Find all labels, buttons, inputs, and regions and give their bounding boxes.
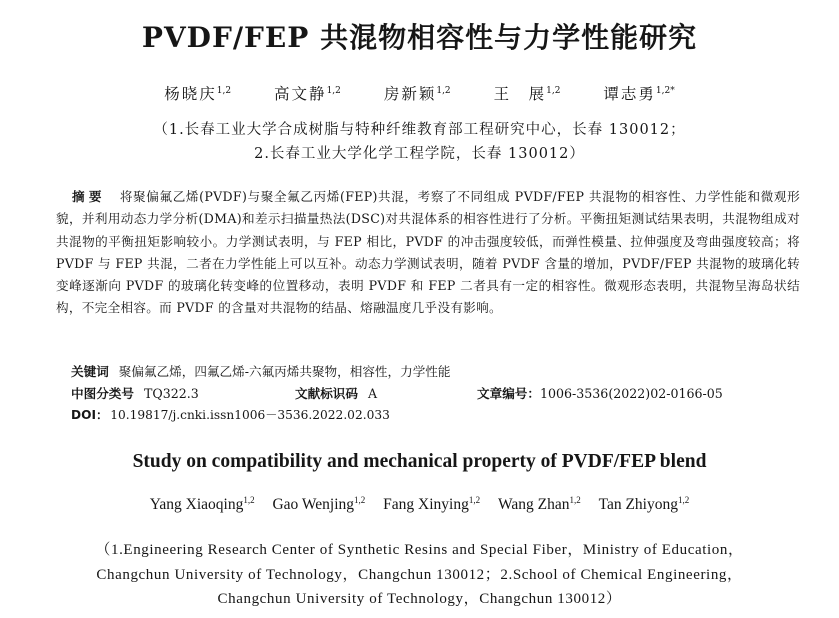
clc-value: TQ322.3 <box>143 386 199 401</box>
keywords-line <box>71 362 450 382</box>
author-affiliation-mark: 1,2 <box>326 86 341 96</box>
document-code-value: A <box>367 386 378 401</box>
affiliation-line: （1.Engineering Research Center of Synthetic Resins and Special Fiber，Ministry of Education， <box>95 542 744 558</box>
author-affiliation-mark: 1,2 <box>678 495 690 505</box>
author <box>384 85 451 103</box>
affiliation-line: Changchun University of Technology，Changchun 130012；2.School of Chemical Engineering， <box>96 566 743 583</box>
author-affiliation-mark: 1,2 <box>243 495 255 505</box>
author-affiliation-mark: 1,2* <box>655 86 675 96</box>
author <box>272 496 365 513</box>
author-name: 谭志勇 <box>603 85 656 103</box>
author-name: Gao Wenjing <box>272 496 355 513</box>
english-affiliations <box>0 538 839 612</box>
affiliation-line: 2.长春工业大学化学工程学院，长春 130012） <box>254 146 585 162</box>
english-title: Study on compatibility and mechanical property of PVDF/FEP blend <box>132 451 707 472</box>
author <box>164 85 231 103</box>
affiliation-line: Changchun University of Technology，Changchun 130012） <box>217 591 622 607</box>
author-name: Wang Zhan <box>497 496 570 513</box>
keywords-text: 聚偏氟乙烯，四氟乙烯-六氟丙烯共聚物，相容性，力学性能 <box>118 364 451 379</box>
author-affiliation-mark: 1,2 <box>436 86 451 96</box>
doi-value: 10.19817/j.cnki.issn1006－3536.2022.02.033 <box>110 408 390 422</box>
author-affiliation-mark: 1,2 <box>216 86 232 96</box>
author-name: Yang Xiaoqing <box>149 496 244 513</box>
author <box>498 496 581 513</box>
author-affiliation-mark: 1,2 <box>468 495 481 505</box>
abstract-text: 将聚偏氟乙烯(PVDF)与聚全氟乙丙烯(FEP)共混，考察了不同组成 PVDF/FEP 共混物的相容性、力学性能和微观形貌，并利用动态力学分析(DMA)和差示扫描量热法(DSC)对共混体系的相容性进行了分析。平衡扭矩测试结果表明，共混物组成对共混物的平衡扭矩影响较小。力学测试表明，与 FEP 相比，PVDF 的冲击强度较低，而弹性模量、拉伸强度及弯曲强度较高；将 PVDF 与 FEP 共混，二者在力学性能上可以互补。动态力学测试表明，随着 PVDF 含量的增加，PVDF/FEP 共混物的玻璃化转变峰逐渐向 PVDF 的玻璃化转变峰的位置移动，表明 PVDF 和 FEP 二者具有一定的相容性。微观形态表明，共混物呈海岛状结构，不完全相容。而 PVDF 的含量对共混物的结晶、熔融温度几乎没有影响。 <box>56 189 801 316</box>
document-code-label: 文献标识码 <box>295 386 358 401</box>
author-name: 高文静 <box>274 85 327 103</box>
author <box>274 85 341 103</box>
author-affiliation-mark: 1,2 <box>546 86 561 96</box>
author <box>603 85 674 103</box>
article-number-value: 1006-3536(2022)02-0166-05 <box>539 386 723 401</box>
clc-label: 中图分类号 <box>71 386 134 401</box>
chinese-affiliations <box>0 118 839 166</box>
author-affiliation-mark: 1,2 <box>354 495 366 505</box>
english-author-list <box>0 489 839 516</box>
author-name: 房新颖 <box>383 85 437 103</box>
keywords-label: 关键词 <box>71 364 109 379</box>
author-affiliation-mark: 1,2 <box>569 495 581 505</box>
author-name: Fang Xinying <box>383 496 469 513</box>
author-name: 王 展 <box>493 85 547 103</box>
author <box>494 85 561 103</box>
author <box>599 496 690 513</box>
chinese-abstract <box>56 186 800 320</box>
chinese-author-list <box>0 80 839 105</box>
author-name: 杨晓庆 <box>164 85 217 103</box>
author <box>383 496 480 513</box>
chinese-title: PVDF/FEP 共混物相容性与力学性能研究 <box>141 21 698 54</box>
doi-line <box>71 405 390 425</box>
author <box>150 496 255 513</box>
affiliation-line: （1.长春工业大学合成树脂与特种纤维教育部工程研究中心，长春 130012； <box>153 122 686 138</box>
doi-label: DOI： <box>71 408 109 422</box>
article-number-label: 文章编号： <box>477 386 540 401</box>
abstract-label: 摘要 <box>72 189 106 204</box>
author-name: Tan Zhiyong <box>598 496 678 513</box>
classification-line <box>71 384 801 404</box>
